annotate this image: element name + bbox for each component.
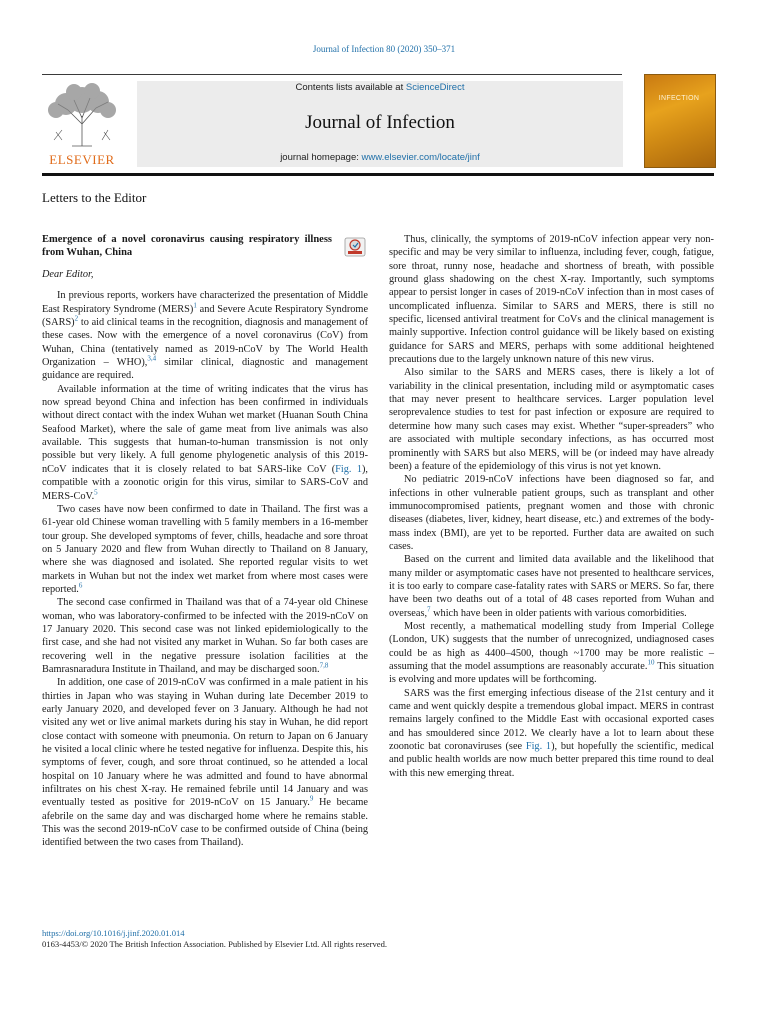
text-span: In previous reports, workers have characterized the presentation of Middle East Respiratory Syndrome (MERS) — [42, 290, 368, 315]
journal-title: Journal of Infection — [305, 112, 455, 133]
text-span: The second case confirmed in Thailand was that of a 74-year old Chinese woman, who was laboratory-confirmed to be infected with the 2019-nCoV on 17 January 2020. This second case was not linked epidemiologically to the first case, and she had not visited any market in Wuhan. So far both cases are recovering well in the negative pressure isolation facilities at the Bamrasnaradura Institute in Thailand, and may be discharged soon. — [42, 597, 368, 675]
text-span: ), but hopefully the scientific, medical and public health worlds are now much better prepared this time round to deal with this new emerging threat. — [389, 741, 714, 779]
text-span: similar clinical, diagnostic and management guidance are required. — [42, 357, 368, 382]
reference-link[interactable]: 7,8 — [319, 661, 329, 670]
section-heading: Letters to the Editor — [42, 190, 147, 205]
paragraph — [389, 553, 714, 620]
text-span: He became afebrile on the same day and was discharged home where he remains stable. This was the second 2019-nCoV case to be confirmed outside of China (being identified between the two cases from Thailand). — [42, 797, 369, 849]
paragraph — [42, 503, 368, 596]
left-column — [42, 233, 368, 850]
contents-prefix: Contents lists available at — [295, 82, 406, 93]
reference-link[interactable]: 1 — [193, 301, 197, 310]
figure-link[interactable]: Fig. 1 — [335, 463, 362, 475]
text-span: ), compatible with a zoonotic origin for this virus, similar to SARS-CoV and MERS-CoV. — [42, 463, 368, 502]
reference-link[interactable]: 7 — [427, 605, 431, 614]
homepage-prefix: journal homepage: — [280, 152, 362, 163]
reference-link[interactable]: 9 — [309, 794, 314, 803]
paragraph — [389, 687, 714, 780]
text-span: SARS was the first emerging infectious disease of the 21st century and it came and went quickly despite a tremendous global impact. MERS in contrast remains largely confined to the Middle East with occasional exported cases and has smouldered since 2012. We clearly have a lot to learn about these zoonotic bat coronaviruses (see — [389, 687, 714, 753]
sciencedirect-link[interactable]: ScienceDirect — [405, 82, 465, 93]
header-rule — [42, 74, 622, 75]
text-span: Available information at the time of writing indicates that the virus has now spread beyond China and infection has been confirmed in individuals without direct contact with the index Wuhan wet market (Huanan South China Seafood Market), where the sale of game meat from live animals was also available. This suggests that human-to-human transmission is not only possible but very likely. A full genome phylogenetic analysis of this 2019-nCoV indicates that it is closely related to bat SARS-like CoV ( — [42, 383, 368, 475]
paragraph: No pediatric 2019-nCoV infections have been diagnosed so far, and infections in other vulnerable patient groups, such as transplant and other immunocompromised patients, pregnant women and those with chronic diseases (diabetes, liver, kidney, heart disease, etc.) and extremes of the body-mass index (BMI), are yet to be reported. Further data are awaited on such cases. — [389, 474, 714, 552]
right-column — [389, 233, 714, 780]
doi-link[interactable]: https://doi.org/10.1016/j.jinf.2020.01.014 — [42, 928, 185, 938]
journal-citation[interactable]: Journal of Infection 80 (2020) 350–371 — [312, 44, 456, 54]
article-title: Emergence of a novel coronavirus causing respiratory illness from Wuhan, China — [42, 234, 332, 258]
salutation: Dear Editor, — [42, 269, 94, 280]
contents-line — [137, 82, 623, 93]
paragraph — [42, 383, 368, 503]
paragraph — [42, 676, 368, 849]
reference-link[interactable]: 3,4 — [147, 354, 157, 363]
reference-link[interactable]: 6 — [78, 581, 83, 590]
text-span: In addition, one case of 2019-nCoV was confirmed in a male patient in his thirties in Japan who was staying in Wuhan during late December 2019 to early January 2020, and developed fever on 3 January. Although he had not visited any wet or live animal markets during his stay in Wuhan, he did report close contact with someone with pneumonia. On return to Japan on 6 January he visited a local clinic where he tested negative for influenza. Despite this, his symptoms of fever, cough, and sore throat continued, so he attended a local hospital on 10 January where he was admitted and found to have abnormal infiltrates on his chest X-ray. He remained febrile until 14 January and was eventually tested as positive for 2019-nCoV on 15 January. — [42, 677, 368, 809]
paragraph — [42, 289, 368, 382]
masthead-rule — [42, 173, 714, 176]
paragraph: Thus, clinically, the symptoms of 2019-nCoV infection appear very non-specific and may be very similar to influenza, including fever, cough, fatigue, sore throat, runny nose, headache and shortness of breath, with possible ground glass shadowing on the chest X-ray. Importantly, such symptoms appear to persist longer in cases of 2019-nCoV infection than in most cases of uncomplicated influenza. Similar to SARS and MERS, there is still no specific, licensed antiviral treatment for CoVs and the clinical management is mainly supportive. Infection control guidance will be likely based on existing guidance for SARS and MERS, perhaps with some additional heightened precautions due to the largely unknown nature of this new virus. — [389, 234, 714, 366]
paragraph: Also similar to the SARS and MERS cases, there is likely a lot of variability in the clinical presentation, including mild or asymptomatic cases that may never present to healthcare services. Larger population level seroprevalence studies to test for past infection or exposure are required to determine how many such cases may exist. Whether “super-spreaders” who are associated with multiple secondary infections, as has occurred most prominently with SARS but also MERS, will be (or indeed may have already been) a feature of the epidemiology of this virus is not yet known. — [389, 367, 714, 472]
homepage-link[interactable]: www.elsevier.com/locate/jinf — [361, 152, 480, 163]
paragraph — [389, 620, 714, 687]
copyright-notice: 0163-4453/© 2020 The British Infection Association. Published by Elsevier Ltd. All rights reserved. — [42, 939, 388, 949]
text-span: and Severe Acute Respiratory Syndrome (SARS) — [42, 303, 369, 329]
text-span: which have been in older patients with various comorbidities. — [430, 607, 687, 619]
homepage-line — [137, 152, 623, 163]
figure-link[interactable]: Fig. 1 — [525, 741, 552, 753]
text-span: This situation is evolving and more updates will be forthcoming. — [389, 661, 714, 686]
cover-title: INFECTION — [658, 95, 700, 102]
paragraph — [42, 596, 368, 676]
text-span: to aid clinical teams in the recognition, diagnosis and management of these cases. Now with the emergence of a novel coronavirus (CoV) from Wuhan, China (tentatively named as 2019-nCoV by The World Health Organization – WHO), — [42, 317, 368, 369]
reference-link[interactable]: 5 — [94, 488, 98, 497]
reference-link[interactable]: 10 — [647, 658, 655, 667]
reference-link[interactable]: 2 — [74, 314, 79, 323]
text-span: Most recently, a mathematical modelling study from Imperial College (London, UK) suggests that the number of unrecognized, undiagnosed cases could be as high as 4400–4500, though ~1700 may be more realistic – assuming that the model assumptions are reasonably accurate. — [389, 620, 714, 672]
text-span: Based on the current and limited data available and the likelihood that many milder or asymptomatic cases have not presented to healthcare services, it is too early to compare case-fatality rates with SARS or MERS. So far, there have been two deaths out of a total of 48 cases reported from Wuhan and overseas, — [389, 554, 714, 619]
journal-cover-image — [644, 74, 716, 168]
text-span: Two cases have now been confirmed to date in Thailand. The first was a 61-year old Chinese woman travelling with 5 family members in a 16-member tour group. She developed symptoms of fever, chills, headache and sore throat on 5 January 2020 and flew from Wuhan directly to Thailand on 8 January, where she was diagnosed and isolated. She reported regular visits to wet markets in Wuhan but not the index wet market from where most cases were reported. — [42, 503, 368, 595]
publisher-name: ELSEVIER — [49, 152, 115, 167]
